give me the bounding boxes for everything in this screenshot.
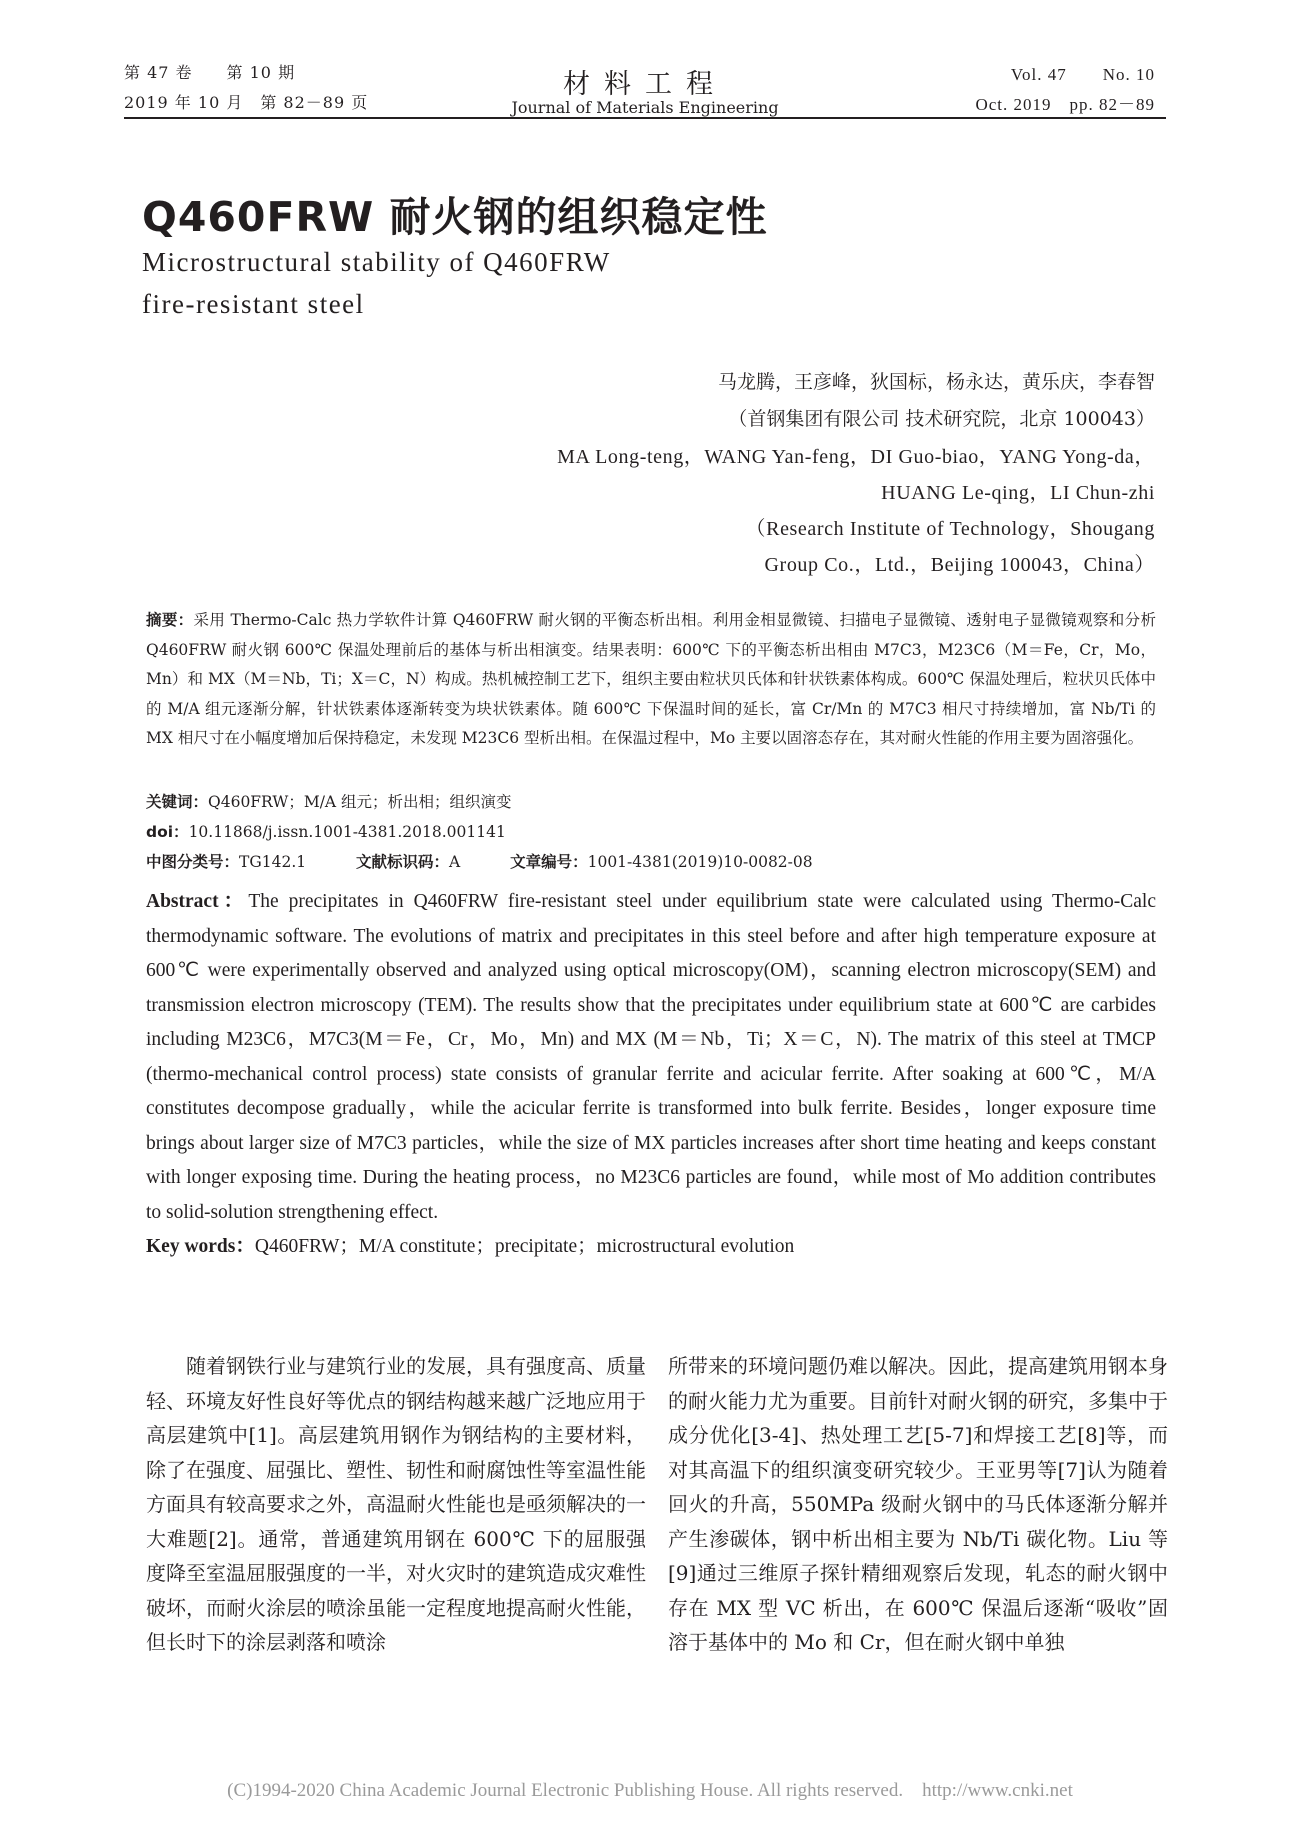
keywords-cn-text: Q460FRW；M/A 组元；析出相；组织演变 <box>208 793 512 811</box>
affiliation-cn: （首钢集团有限公司 技术研究院，北京 100043） <box>728 408 1155 430</box>
clc-label: 中图分类号： <box>146 853 240 871</box>
doi-label: doi： <box>146 823 189 841</box>
affiliation-en-line-1: （Research Institute of Technology，Shougang <box>745 518 1155 540</box>
authors-en-line-2: HUANG Le-qing，LI Chun-zhi <box>881 482 1155 504</box>
doi-value: 10.11868/j.issn.1001-4381.2018.001141 <box>188 823 506 841</box>
authors-cn: 马龙腾，王彦峰，狄国标，杨永达，黄乐庆，李春智 <box>717 371 1155 393</box>
keywords-en-text: Q460FRW；M/A constitute；precipitate；microstructural evolution <box>254 1236 795 1257</box>
title-cn: Q460FRW 耐火钢的组织稳定性 <box>142 193 768 241</box>
header-rule <box>124 117 1166 119</box>
classification-line <box>146 848 1156 878</box>
abstract-en-label: Abstract： <box>146 891 249 912</box>
doc-code-label: 文献标识码： <box>355 853 449 871</box>
doi-line <box>146 818 1156 848</box>
title-en-line-1: Microstructural stability of Q460FRW <box>142 247 611 277</box>
authors-en-line-1: MA Long-teng，WANG Yan-feng，DI Guo-biao，YANG Yong-da， <box>557 446 1155 468</box>
body-column-right: 所带来的环境问题仍难以解决。因此，提高建筑用钢本身的耐火能力尤为重要。目前针对耐火钢的研究，多集中于成分优化[3-4]、热处理工艺[5-7]和焊接工艺[8]等，而对其高温下的组织演变研究较少。王亚男等[7]认为随着回火的升高，550MPa 级耐火钢中的马氏体逐渐分解并产生渗碳体，钢中析出相主要为 Nb/Ti 碳化物。Liu 等[9]通过三维原子探针精细观察后发现，轧态的耐火钢中存在 MX 型 VC 析出，在 600℃ 保温后逐渐“吸收”固溶于基体中的 Mo 和 Cr，但在耐火钢中单独 <box>668 1354 1168 1654</box>
body-column-left: 随着钢铁行业与建筑行业的发展，具有强度高、质量轻、环境友好性良好等优点的钢结构越来越广泛地应用于高层建筑中[1]。高层建筑用钢作为钢结构的主要材料，除了在强度、屈强比、塑性、韧性和耐腐蚀性等室温性能方面具有较高要求之外，高温耐火性能也是亟须解决的一大难题[2]。通常，普通建筑用钢在 600℃ 下的屈服强度降至室温屈服强度的一半，对火灾时的建筑造成灾难性破坏，而耐火涂层的喷涂虽能一定程度地提高耐火性能，但长时下的涂层剥落和喷涂 <box>146 1354 646 1654</box>
abstract-en-text: The precipitates in Q460FRW fire-resistant steel under equilibrium state were calculated using Thermo-Calc thermodynamic software. The evolutions of matrix and precipitates in this steel before and after high temperature exposure at 600℃ were experimentally observed and analyzed using optical microscopy(OM)，scanning electron microscopy(SEM) and transmission electron microscopy (TEM). The results show that the precipitates under equilibrium state at 600℃ are carbides including M23C6，M7C3(M＝Fe，Cr，Mo，Mn) and MX (M＝Nb，Ti；X＝C，N). The matrix of this steel at TMCP (thermo-mechanical control process) state consists of granular ferrite and acicular ferrite. After soaking at 600℃，M/A constitutes decompose gradually，while the acicular ferrite is transformed into bulk ferrite. Besides，longer exposure time brings about larger size of M7C3 particles，while the size of MX particles increases after short time heating and keeps constant with longer exposing time. During the heating process，no M23C6 particles are found，while most of Mo addition contributes to solid-solution strengthening effect. <box>146 891 1156 1223</box>
copyright-footer: (C)1994-2020 China Academic Journal Electronic Publishing House. All rights reserved. http://www.cnki.net <box>227 1780 1073 1801</box>
journal-title-cn: 材料工程 <box>563 69 727 100</box>
article-no-value: 1001-4381(2019)10-0082-08 <box>587 853 813 871</box>
volume-issue-en: Vol. 47 No. 10 <box>1010 65 1155 84</box>
keywords-cn-label: 关键词： <box>146 793 209 811</box>
article-no-label: 文章编号： <box>510 853 588 871</box>
affiliation-en-line-2: Group Co.，Ltd.，Beijing 100043，China） <box>764 554 1155 576</box>
keywords-cn <box>146 788 1156 818</box>
volume-issue: 第 47 卷 第 10 期 <box>124 63 296 82</box>
abstract-cn-text: 采用 Thermo-Calc 热力学软件计算 Q460FRW 耐火钢的平衡态析出相。利用金相显微镜、扫描电子显微镜、透射电子显微镜观察和分析 Q460FRW 耐火钢 600℃ 保温处理前后的基体与析出相演变。结果表明：600℃ 下的平衡态析出相由 M7C3，M23C6（M＝Fe，Cr，Mo，Mn）和 MX（M＝Nb，Ti；X＝C，N）构成。热机械控制工艺下，组织主要由粒状贝氏体和针状铁素体构成。600℃ 保温处理后，粒状贝氏体中的 M/A 组元逐渐分解，针状铁素体逐渐转变为块状铁素体。随 600℃ 下保温时间的延长，富 Cr/Mn 的 M7C3 相尺寸持续增加，富 Nb/Ti 的 MX 相尺寸在小幅度增加后保持稳定，未发现 M23C6 型析出相。在保温过程中，Mo 主要以固溶态存在，其对耐火性能的作用主要为固溶强化。 <box>146 611 1156 747</box>
abstract-cn <box>146 606 1156 754</box>
abstract-cn-label: 摘要： <box>146 611 194 629</box>
title-en-line-2: fire-resistant steel <box>142 289 365 319</box>
abstract-en <box>146 885 1156 1265</box>
journal-title-en: Journal of Materials Engineering <box>511 98 779 117</box>
title-en <box>142 241 702 325</box>
keywords-en-label: Key words： <box>146 1236 255 1257</box>
keywords-en <box>146 1230 1156 1265</box>
date-pages-en: Oct. 2019 pp. 82－89 <box>975 95 1155 114</box>
clc-value: TG142.1 <box>239 853 307 871</box>
doc-code-value: A <box>449 853 461 871</box>
date-pages: 2019 年 10 月 第 82－89 页 <box>124 93 369 112</box>
